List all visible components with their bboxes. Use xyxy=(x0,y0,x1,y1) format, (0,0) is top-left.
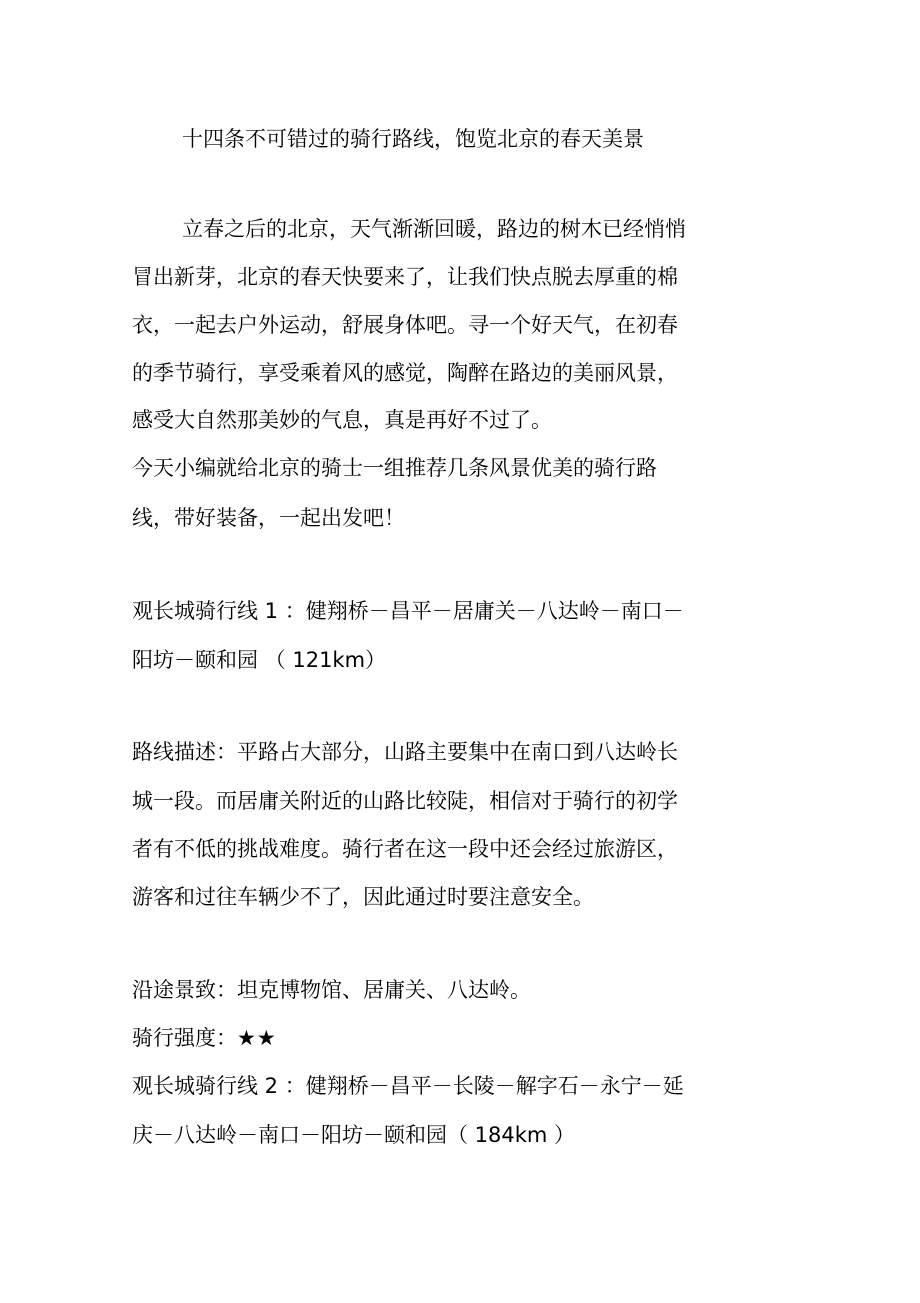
intro-line-4: 的季节骑行，享受乘着风的感觉，陶醉在路边的美丽风景， xyxy=(132,361,678,385)
intensity-label: 骑行强度： xyxy=(132,1026,237,1050)
route1-line-1: 观长城骑行线 1 ：健翔桥－昌平－居庸关－八达岭－南口－ xyxy=(132,599,684,623)
intro-line-2: 冒出新芽，北京的春天快要来了，让我们快点脱去厚重的棉 xyxy=(132,265,678,289)
intensity-line xyxy=(132,1023,277,1053)
intro-line-1: 立春之后的北京，天气渐渐回暖，路边的树木已经悄悄 xyxy=(182,217,686,241)
intro-line-6: 今天小编就给北京的骑士一组推荐几条风景优美的骑行路 xyxy=(132,456,657,480)
intro-line-3: 衣，一起去户外运动，舒展身体吧。寻一个好天气，在初春 xyxy=(132,313,678,337)
route2-line-2: 庆－八达岭－南口－阳坊－颐和园（ 184km ） xyxy=(132,1123,576,1147)
intro-line-5: 感受大自然那美妙的气息，真是再好不过了。 xyxy=(132,408,552,432)
description-line-4: 游客和过往车辆少不了，因此通过时要注意安全。 xyxy=(132,885,594,909)
route2-line-1: 观长城骑行线 2 ：健翔桥－昌平－长陵－解字石－永宁－延 xyxy=(132,1074,684,1098)
description-line-2: 城一段。而居庸关附近的山路比较陡，相信对于骑行的初学 xyxy=(132,789,678,813)
description-line-3: 者有不低的挑战难度。骑行者在这一段中还会经过旅游区， xyxy=(132,837,678,861)
intro-line-7: 线，带好装备，一起出发吧！ xyxy=(132,506,405,530)
description-line-1: 路线描述：平路占大部分，山路主要集中在南口到八达岭长 xyxy=(132,740,678,764)
document-title: 十四条不可错过的骑行路线，饱览北京的春天美景 xyxy=(182,127,644,151)
route1-line-2: 阳坊－颐和园 （ 121km） xyxy=(132,648,387,672)
star-rating-icons: ★★ xyxy=(237,1026,277,1050)
scenery-line: 沿途景致：坦克博物馆、居庸关、八达岭。 xyxy=(132,978,531,1002)
